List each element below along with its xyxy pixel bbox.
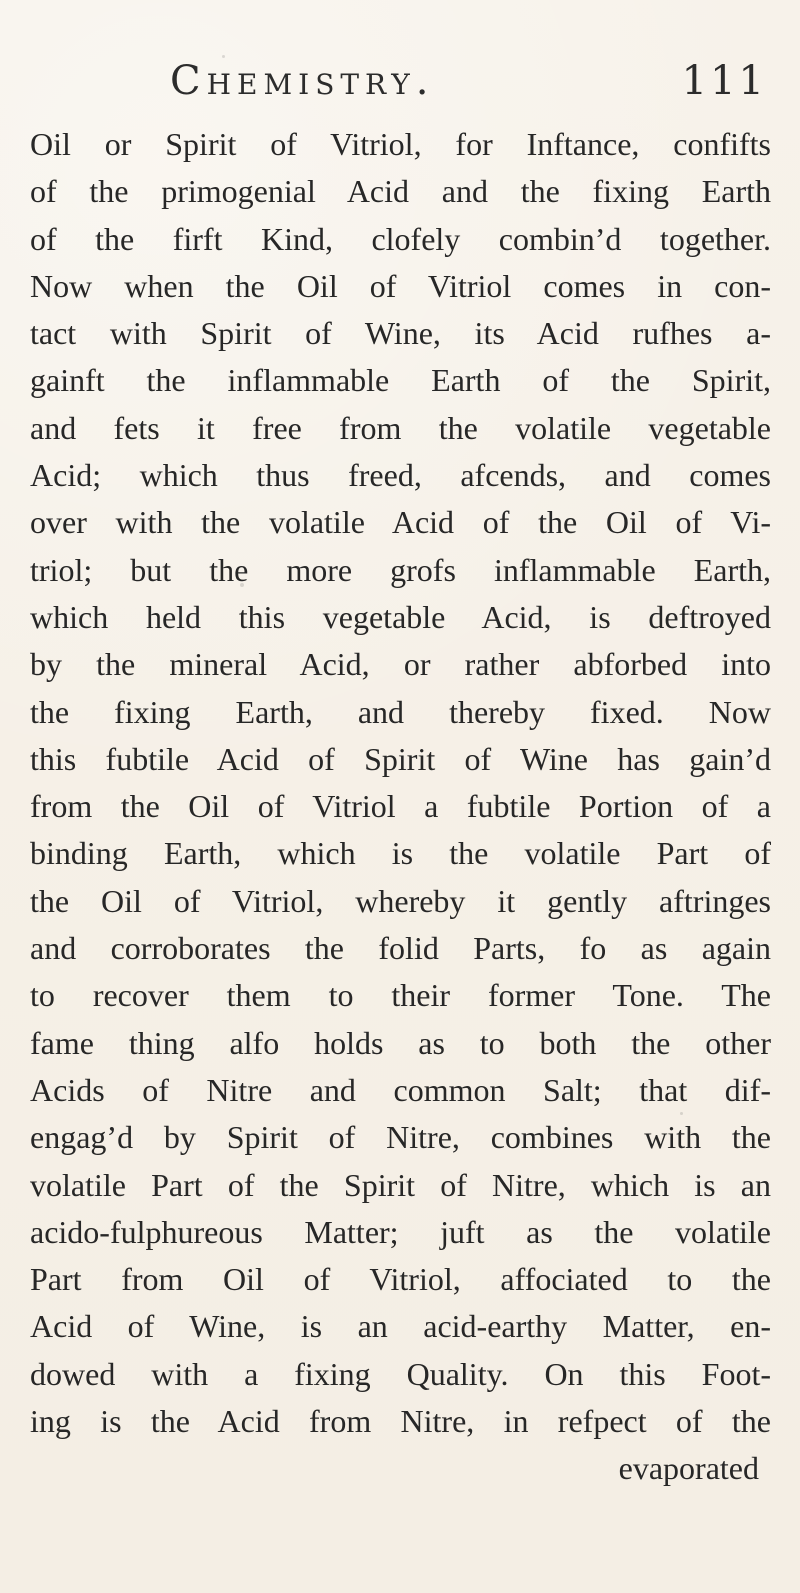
text-line: gainft the inflammable Earth of the Spirit, <box>30 362 771 399</box>
catchword: evaporated <box>618 1450 759 1487</box>
page-header <box>88 58 778 128</box>
text-line: acido-fulphureous Matter; juft as the volatile <box>30 1213 771 1250</box>
text-line: over with the volatile Acid of the Oil of Vi- <box>30 504 771 541</box>
text-line: fame thing alfo holds as to both the other <box>30 1024 771 1061</box>
text-line: which held this vegetable Acid, is deftroyed <box>30 598 771 635</box>
text-line: of the primogenial Acid and the fixing Earth <box>30 173 771 210</box>
text-line: Oil or Spirit of Vitriol, for Inftance, confifts <box>30 126 771 162</box>
paper-speck <box>240 583 244 587</box>
text-line: the fixing Earth, and thereby fixed. Now <box>30 693 771 730</box>
text-line: engag’d by Spirit of Nitre, combines with the <box>30 1119 771 1156</box>
text-line: Acid of Wine, is an acid-earthy Matter, en- <box>30 1308 771 1345</box>
paper-speck <box>680 1112 683 1115</box>
page-number: 111 <box>681 58 767 104</box>
text-line: of the firft Kind, clofely combin’d together. <box>30 220 771 257</box>
text-line: by the mineral Acid, or rather abforbed into <box>30 646 771 683</box>
text-line: Part from Oil of Vitriol, affociated to the <box>30 1261 771 1298</box>
text-line: and corroborates the folid Parts, fo as again <box>30 930 771 967</box>
text-line: dowed with a fixing Quality. On this Foot- <box>30 1355 771 1392</box>
paper-speck <box>222 55 225 58</box>
body-text <box>30 121 771 1493</box>
text-line: triol; but the more grofs inflammable Earth, <box>30 551 771 588</box>
text-line: Acid; which thus freed, afcends, and comes <box>30 457 771 494</box>
text-line: tact with Spirit of Wine, its Acid rufhes a- <box>30 315 771 352</box>
text-line: to recover them to their former Tone. The <box>30 977 771 1014</box>
text-line: volatile Part of the Spirit of Nitre, which is an <box>30 1166 771 1203</box>
text-line: this fubtile Acid of Spirit of Wine has gain’d <box>30 740 771 777</box>
running-head: Chemistry. <box>170 58 435 104</box>
text-line: binding Earth, which is the volatile Part of <box>30 835 771 872</box>
text-line: the Oil of Vitriol, whereby it gently aftringes <box>30 882 771 919</box>
text-line: ing is the Acid from Nitre, in refpect of the <box>30 1403 771 1440</box>
text-line: and fets it free from the volatile vegetable <box>30 409 771 446</box>
text-line: Now when the Oil of Vitriol comes in con- <box>30 267 771 304</box>
text-line: from the Oil of Vitriol a fubtile Portion of a <box>30 788 771 825</box>
text-line: Acids of Nitre and common Salt; that dif- <box>30 1071 771 1108</box>
